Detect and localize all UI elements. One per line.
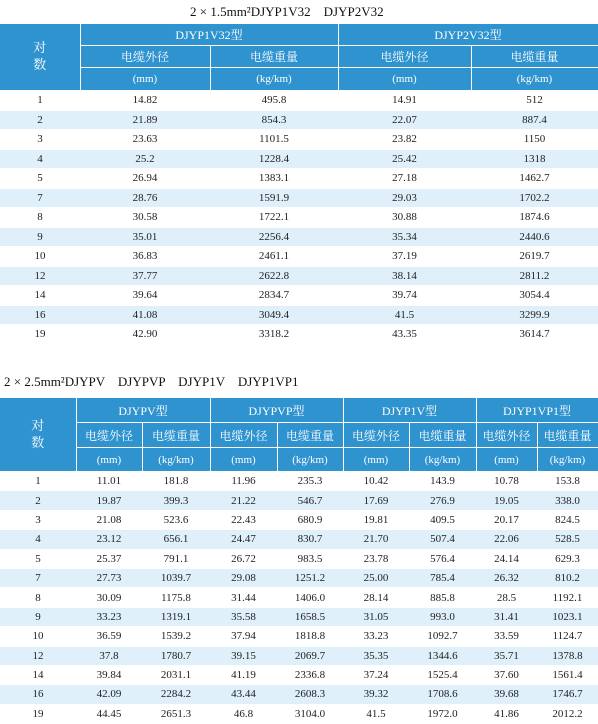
value-cell: 495.8 (210, 91, 338, 111)
value-cell: 35.58 (210, 607, 277, 626)
value-cell: 43.35 (338, 325, 471, 345)
value-cell: 1175.8 (142, 588, 210, 607)
value-cell: 26.32 (476, 568, 537, 587)
value-cell: 2440.6 (471, 227, 598, 247)
value-cell: 39.64 (80, 286, 210, 306)
table-row (0, 491, 598, 510)
value-cell: 1319.1 (142, 607, 210, 626)
value-cell: 25.2 (80, 149, 210, 169)
value-cell: 854.3 (210, 110, 338, 130)
unit-mm: (mm) (76, 448, 142, 472)
value-cell: 42.90 (80, 325, 210, 345)
value-cell: 993.0 (409, 607, 476, 626)
pairs-cell: 5 (0, 549, 76, 568)
pairs-cell: 1 (0, 91, 80, 111)
pairs-cell: 9 (0, 607, 76, 626)
value-cell: 1318 (471, 149, 598, 169)
pairs-cell: 3 (0, 510, 76, 529)
value-cell: 3104.0 (277, 704, 343, 723)
value-cell: 39.15 (210, 646, 277, 665)
cable-spec-table-1p5 (0, 24, 598, 345)
table-row (0, 665, 598, 684)
unit-kgkm: (kg/km) (142, 448, 210, 472)
pairs-cell: 16 (0, 305, 80, 325)
value-cell: 41.08 (80, 305, 210, 325)
value-cell: 25.00 (343, 568, 409, 587)
table-row (0, 169, 598, 189)
value-cell: 2256.4 (210, 227, 338, 247)
weight-header: 电缆重量 (471, 46, 598, 68)
value-cell: 36.59 (76, 627, 142, 646)
value-cell: 512 (471, 91, 598, 111)
value-cell: 27.18 (338, 169, 471, 189)
value-cell: 38.14 (338, 266, 471, 286)
value-cell: 29.03 (338, 188, 471, 208)
value-cell: 17.69 (343, 491, 409, 510)
value-cell: 28.5 (476, 588, 537, 607)
table-row (0, 305, 598, 325)
diameter-header: 电缆外径 (210, 423, 277, 448)
value-cell: 33.23 (343, 627, 409, 646)
value-cell: 39.84 (76, 665, 142, 684)
table-body-1p5 (0, 91, 598, 345)
value-cell: 1462.7 (471, 169, 598, 189)
value-cell: 1874.6 (471, 208, 598, 228)
value-cell: 33.23 (76, 607, 142, 626)
value-cell: 46.8 (210, 704, 277, 723)
value-cell: 29.08 (210, 568, 277, 587)
value-cell: 1702.2 (471, 188, 598, 208)
value-cell: 276.9 (409, 491, 476, 510)
value-cell: 26.72 (210, 549, 277, 568)
pairs-cell: 4 (0, 149, 80, 169)
weight-header: 电缆重量 (210, 46, 338, 68)
value-cell: 2284.2 (142, 685, 210, 704)
value-cell: 2651.3 (142, 704, 210, 723)
value-cell: 33.59 (476, 627, 537, 646)
value-cell: 11.01 (76, 472, 142, 491)
value-cell: 41.19 (210, 665, 277, 684)
value-cell: 23.63 (80, 130, 210, 150)
table-row (0, 568, 598, 587)
pairs-cell: 12 (0, 646, 76, 665)
value-cell: 143.9 (409, 472, 476, 491)
group-header: DJYP1V32型 (80, 24, 338, 46)
value-cell: 153.8 (537, 472, 598, 491)
value-cell: 1228.4 (210, 149, 338, 169)
value-cell: 1092.7 (409, 627, 476, 646)
value-cell: 2031.1 (142, 665, 210, 684)
value-cell: 35.01 (80, 227, 210, 247)
value-cell: 2622.8 (210, 266, 338, 286)
value-cell: 507.4 (409, 530, 476, 549)
value-cell: 21.22 (210, 491, 277, 510)
pairs-header: 对 数 (0, 398, 76, 472)
value-cell: 1344.6 (409, 646, 476, 665)
value-cell: 656.1 (142, 530, 210, 549)
value-cell: 37.19 (338, 247, 471, 267)
value-cell: 1561.4 (537, 665, 598, 684)
table-row (0, 247, 598, 267)
value-cell: 19.81 (343, 510, 409, 529)
pairs-cell: 19 (0, 325, 80, 345)
diameter-header: 电缆外径 (76, 423, 142, 448)
table-row (0, 472, 598, 491)
group-header: DJYPVP型 (210, 398, 343, 423)
weight-header: 电缆重量 (277, 423, 343, 448)
value-cell: 10.42 (343, 472, 409, 491)
value-cell: 22.43 (210, 510, 277, 529)
value-cell: 576.4 (409, 549, 476, 568)
value-cell: 42.09 (76, 685, 142, 704)
value-cell: 27.73 (76, 568, 142, 587)
table-row (0, 510, 598, 529)
pairs-cell: 12 (0, 266, 80, 286)
value-cell: 1406.0 (277, 588, 343, 607)
value-cell: 1780.7 (142, 646, 210, 665)
value-cell: 37.94 (210, 627, 277, 646)
value-cell: 39.68 (476, 685, 537, 704)
value-cell: 338.0 (537, 491, 598, 510)
value-cell: 24.47 (210, 530, 277, 549)
weight-header: 电缆重量 (409, 423, 476, 448)
value-cell: 2336.8 (277, 665, 343, 684)
value-cell: 21.08 (76, 510, 142, 529)
value-cell: 14.91 (338, 91, 471, 111)
value-cell: 791.1 (142, 549, 210, 568)
pairs-cell: 1 (0, 472, 76, 491)
value-cell: 31.41 (476, 607, 537, 626)
value-cell: 19.05 (476, 491, 537, 510)
value-cell: 35.35 (343, 646, 409, 665)
pairs-cell: 3 (0, 130, 80, 150)
value-cell: 41.5 (343, 704, 409, 723)
pairs-cell: 8 (0, 208, 80, 228)
pairs-cell: 10 (0, 627, 76, 646)
value-cell: 20.17 (476, 510, 537, 529)
value-cell: 528.5 (537, 530, 598, 549)
value-cell: 43.44 (210, 685, 277, 704)
table-row (0, 286, 598, 306)
pairs-cell: 2 (0, 491, 76, 510)
group-header: DJYP1VP1型 (476, 398, 598, 423)
value-cell: 3299.9 (471, 305, 598, 325)
table-row (0, 227, 598, 247)
value-cell: 3049.4 (210, 305, 338, 325)
value-cell: 23.82 (338, 130, 471, 150)
value-cell: 30.58 (80, 208, 210, 228)
value-cell: 30.09 (76, 588, 142, 607)
table-row (0, 188, 598, 208)
value-cell: 2619.7 (471, 247, 598, 267)
pairs-cell: 4 (0, 530, 76, 549)
weight-header: 电缆重量 (537, 423, 598, 448)
pairs-cell: 8 (0, 588, 76, 607)
table-row (0, 149, 598, 169)
value-cell: 1378.8 (537, 646, 598, 665)
pairs-cell: 9 (0, 227, 80, 247)
weight-header: 电缆重量 (142, 423, 210, 448)
value-cell: 10.78 (476, 472, 537, 491)
value-cell: 983.5 (277, 549, 343, 568)
value-cell: 1383.1 (210, 169, 338, 189)
value-cell: 24.14 (476, 549, 537, 568)
value-cell: 1192.1 (537, 588, 598, 607)
unit-mm: (mm) (210, 448, 277, 472)
value-cell: 39.74 (338, 286, 471, 306)
value-cell: 21.89 (80, 110, 210, 130)
value-cell: 2834.7 (210, 286, 338, 306)
value-cell: 1251.2 (277, 568, 343, 587)
value-cell: 1039.7 (142, 568, 210, 587)
section-title-1p5: 2 × 1.5mm²DJYP1V32 DJYP2V32 (190, 4, 384, 19)
value-cell: 3614.7 (471, 325, 598, 345)
value-cell: 2608.3 (277, 685, 343, 704)
value-cell: 36.83 (80, 247, 210, 267)
value-cell: 1708.6 (409, 685, 476, 704)
table-row (0, 646, 598, 665)
value-cell: 41.5 (338, 305, 471, 325)
unit-mm: (mm) (338, 68, 471, 91)
value-cell: 810.2 (537, 568, 598, 587)
value-cell: 25.42 (338, 149, 471, 169)
value-cell: 1591.9 (210, 188, 338, 208)
diameter-header: 电缆外径 (338, 46, 471, 68)
unit-kgkm: (kg/km) (537, 448, 598, 472)
group-header: DJYP1V型 (343, 398, 476, 423)
value-cell: 680.9 (277, 510, 343, 529)
unit-kgkm: (kg/km) (409, 448, 476, 472)
pairs-cell: 5 (0, 169, 80, 189)
table-row (0, 588, 598, 607)
diameter-header: 电缆外径 (343, 423, 409, 448)
value-cell: 1972.0 (409, 704, 476, 723)
value-cell: 2069.7 (277, 646, 343, 665)
unit-kgkm: (kg/km) (471, 68, 598, 91)
value-cell: 35.34 (338, 227, 471, 247)
table-row (0, 266, 598, 286)
value-cell: 14.82 (80, 91, 210, 111)
table-row (0, 130, 598, 150)
value-cell: 28.76 (80, 188, 210, 208)
pairs-cell: 19 (0, 704, 76, 723)
group-header: DJYPV型 (76, 398, 210, 423)
table-row (0, 530, 598, 549)
value-cell: 3318.2 (210, 325, 338, 345)
value-cell: 2811.2 (471, 266, 598, 286)
section-title-2p5: 2 × 2.5mm²DJYPV DJYPVP DJYP1V DJYP1VP1 (4, 374, 299, 389)
pairs-cell: 14 (0, 286, 80, 306)
unit-kgkm: (kg/km) (277, 448, 343, 472)
table-row (0, 549, 598, 568)
value-cell: 22.06 (476, 530, 537, 549)
value-cell: 28.14 (343, 588, 409, 607)
unit-kgkm: (kg/km) (210, 68, 338, 91)
table-body-2p5 (0, 472, 598, 724)
value-cell: 35.71 (476, 646, 537, 665)
table-row (0, 627, 598, 646)
value-cell: 1746.7 (537, 685, 598, 704)
value-cell: 37.24 (343, 665, 409, 684)
diameter-header: 电缆外径 (476, 423, 537, 448)
value-cell: 523.6 (142, 510, 210, 529)
table-row (0, 685, 598, 704)
value-cell: 41.86 (476, 704, 537, 723)
value-cell: 399.3 (142, 491, 210, 510)
unit-mm: (mm) (476, 448, 537, 472)
value-cell: 19.87 (76, 491, 142, 510)
unit-mm: (mm) (343, 448, 409, 472)
value-cell: 22.07 (338, 110, 471, 130)
value-cell: 1150 (471, 130, 598, 150)
value-cell: 37.60 (476, 665, 537, 684)
pairs-cell: 10 (0, 247, 80, 267)
value-cell: 1124.7 (537, 627, 598, 646)
value-cell: 30.88 (338, 208, 471, 228)
value-cell: 1539.2 (142, 627, 210, 646)
value-cell: 629.3 (537, 549, 598, 568)
pairs-cell: 14 (0, 665, 76, 684)
value-cell: 3054.4 (471, 286, 598, 306)
value-cell: 21.70 (343, 530, 409, 549)
value-cell: 23.12 (76, 530, 142, 549)
table-row (0, 607, 598, 626)
value-cell: 1525.4 (409, 665, 476, 684)
pairs-cell: 7 (0, 188, 80, 208)
value-cell: 1658.5 (277, 607, 343, 626)
value-cell: 830.7 (277, 530, 343, 549)
value-cell: 44.45 (76, 704, 142, 723)
value-cell: 824.5 (537, 510, 598, 529)
table-row (0, 208, 598, 228)
value-cell: 235.3 (277, 472, 343, 491)
table-row (0, 704, 598, 723)
value-cell: 1023.1 (537, 607, 598, 626)
pairs-header: 对 数 (0, 24, 80, 91)
value-cell: 885.8 (409, 588, 476, 607)
cable-spec-table-2p5 (0, 398, 598, 724)
diameter-header: 电缆外径 (80, 46, 210, 68)
value-cell: 1101.5 (210, 130, 338, 150)
value-cell: 1722.1 (210, 208, 338, 228)
unit-mm: (mm) (80, 68, 210, 91)
table-row (0, 110, 598, 130)
group-header: DJYP2V32型 (338, 24, 598, 46)
value-cell: 37.77 (80, 266, 210, 286)
value-cell: 2461.1 (210, 247, 338, 267)
pairs-cell: 2 (0, 110, 80, 130)
value-cell: 409.5 (409, 510, 476, 529)
value-cell: 23.78 (343, 549, 409, 568)
value-cell: 31.44 (210, 588, 277, 607)
value-cell: 887.4 (471, 110, 598, 130)
value-cell: 546.7 (277, 491, 343, 510)
table-row (0, 325, 598, 345)
value-cell: 37.8 (76, 646, 142, 665)
value-cell: 31.05 (343, 607, 409, 626)
value-cell: 1818.8 (277, 627, 343, 646)
value-cell: 181.8 (142, 472, 210, 491)
value-cell: 25.37 (76, 549, 142, 568)
value-cell: 26.94 (80, 169, 210, 189)
value-cell: 2012.2 (537, 704, 598, 723)
table-row (0, 91, 598, 111)
pairs-cell: 16 (0, 685, 76, 704)
pairs-cell: 7 (0, 568, 76, 587)
value-cell: 39.32 (343, 685, 409, 704)
value-cell: 785.4 (409, 568, 476, 587)
value-cell: 11.96 (210, 472, 277, 491)
